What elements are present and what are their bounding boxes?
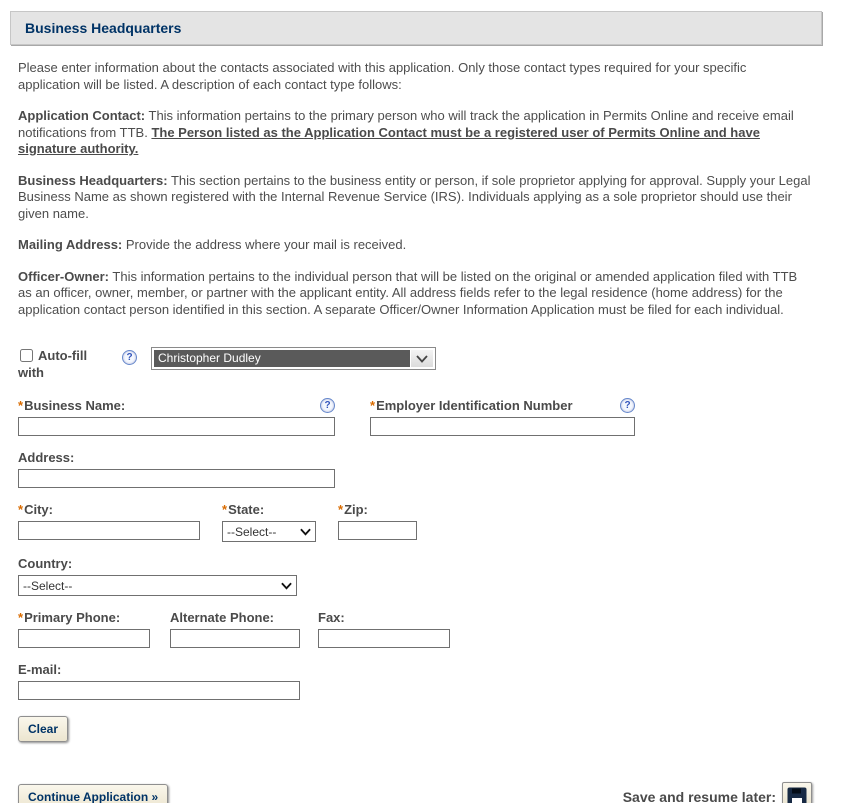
- business-name-label: * Business Name: ?: [18, 398, 335, 413]
- required-marker: *: [18, 610, 24, 625]
- autofill-select[interactable]: [151, 347, 436, 370]
- chevron-down-icon: [276, 582, 296, 590]
- help-icon[interactable]: ?: [620, 398, 635, 413]
- ein-label: * Employer Identification Number ?: [370, 398, 635, 413]
- required-marker: *: [222, 502, 228, 517]
- form-row-phones: [18, 610, 812, 648]
- form-row-address: [18, 450, 812, 488]
- description-business-headquarters: [18, 173, 812, 223]
- alternate-phone-label: Alternate Phone:: [170, 610, 275, 625]
- description-lead: Officer-Owner:: [18, 268, 110, 284]
- autofill-row: [18, 347, 812, 381]
- required-marker: *: [18, 398, 24, 413]
- page-title: Business Headquarters: [25, 20, 182, 36]
- business-headquarters-form: [18, 398, 812, 742]
- form-row-country: [18, 556, 812, 596]
- save-resume-label: Save and resume later:: [622, 789, 776, 803]
- city-input[interactable]: [18, 521, 200, 540]
- description-body: This information pertains to the individual person that will be listed on the original or amended application filed with TTB as an officer, owner, member, or partner with the applicant entity. All address fields refer to the legal residence (home address) for the application contact person identified in this section. A separate Officer/Owner Information Application must be filed for each individual.: [18, 268, 798, 317]
- email-input[interactable]: [18, 681, 300, 700]
- clear-button[interactable]: Clear: [18, 716, 68, 742]
- content: [18, 60, 812, 803]
- save-icon: [787, 787, 807, 803]
- city-label: * City:: [18, 502, 53, 517]
- primary-phone-label: * Primary Phone:: [18, 610, 121, 625]
- country-label: Country:: [18, 556, 73, 571]
- autofill-selected-option: Christopher Dudley: [154, 350, 410, 367]
- form-row-email: [18, 662, 812, 700]
- autofill-label-line1: Auto-fill: [38, 348, 88, 363]
- alternate-phone-input[interactable]: [170, 629, 300, 648]
- help-icon[interactable]: ?: [320, 398, 335, 413]
- autofill-checkbox[interactable]: [20, 349, 33, 362]
- email-label: E-mail:: [18, 662, 62, 677]
- description-lead: Application Contact:: [18, 108, 146, 123]
- state-select[interactable]: [222, 521, 316, 542]
- required-marker: *: [338, 502, 344, 517]
- description-officer-owner: [18, 269, 812, 319]
- description-body: Provide the address where your mail is received.: [125, 237, 407, 252]
- country-selected-option: --Select--: [23, 578, 73, 593]
- state-label: * State:: [222, 502, 265, 517]
- required-marker: *: [18, 502, 24, 517]
- fax-label: Fax:: [318, 610, 345, 625]
- country-select[interactable]: [18, 575, 297, 596]
- chevron-down-icon: [411, 350, 433, 367]
- description-application-contact: [18, 108, 812, 158]
- zip-label: * Zip:: [338, 502, 368, 517]
- ein-input[interactable]: [370, 417, 635, 436]
- form-row-city-state-zip: [18, 502, 812, 542]
- autofill-label-line2: with: [18, 365, 44, 380]
- form-row-clear: [18, 716, 812, 742]
- continue-application-button[interactable]: Continue Application »: [18, 784, 168, 803]
- description-lead: Business Headquarters:: [18, 172, 168, 188]
- description-body: This section pertains to the business entity or person, if sole proprietor applying for approval. Supply your Legal Business Name as shown registered with the Internal Revenue Service (IRS). Individuals applying as a sole proprietor should use their given name.: [18, 172, 811, 221]
- autofill-label: [18, 347, 122, 381]
- description-mailing-address: [18, 237, 812, 254]
- save-button[interactable]: [782, 782, 812, 803]
- description-lead: Mailing Address:: [18, 237, 123, 252]
- form-row-name-ein: [18, 398, 812, 436]
- section-header: [10, 11, 822, 45]
- description-body: This information pertains to the primary person who will track the application in Permits Online and receive email notifications from TTB.: [18, 108, 794, 140]
- fax-input[interactable]: [318, 629, 450, 648]
- address-label: Address:: [18, 450, 75, 465]
- save-resume-group: [623, 782, 812, 803]
- description-emphasis: The Person listed as the Application Contact must be a registered user of Permits Online and have signature authority.: [18, 124, 760, 156]
- business-name-input[interactable]: [18, 417, 335, 436]
- chevron-down-icon: [295, 528, 315, 536]
- primary-phone-input[interactable]: [18, 629, 150, 648]
- address-input[interactable]: [18, 469, 335, 488]
- intro-text: Please enter information about the contacts associated with this application. Only those contact types required for your specific application will be listed. A description of each contact type follows:: [18, 60, 747, 92]
- required-marker: *: [370, 398, 376, 413]
- help-icon[interactable]: ?: [122, 350, 137, 365]
- state-selected-option: --Select--: [227, 524, 277, 539]
- bottom-bar: [18, 782, 812, 803]
- zip-input[interactable]: [338, 521, 417, 540]
